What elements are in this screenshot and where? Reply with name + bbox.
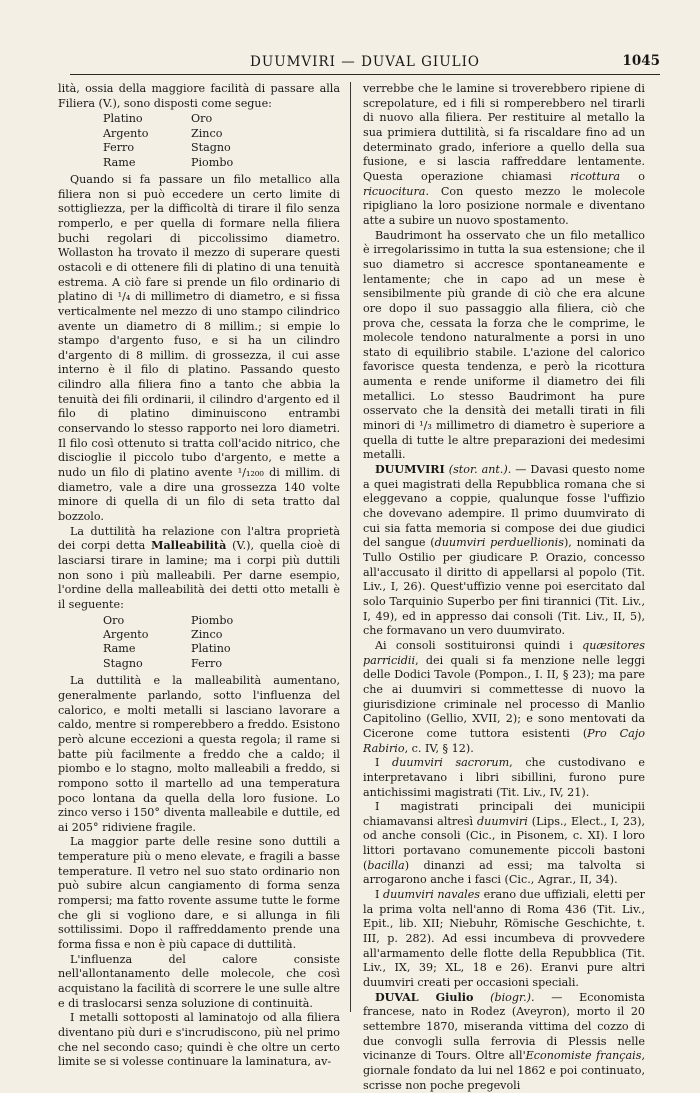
table-cell: Rame bbox=[103, 155, 136, 169]
italic-term: duumviri sacrorum bbox=[392, 756, 510, 770]
entry-headword: DUVAL Giulio bbox=[375, 990, 474, 1004]
table-cell: Zinco bbox=[191, 126, 223, 140]
text-run: La duttilità ha relazione con l'altra proprietà dei corpi detta bbox=[58, 524, 340, 553]
table-cell: Argento bbox=[103, 126, 149, 140]
text-run: , che custodivano e interpretavano i libri sibillini, furono pure antichissimi magistrati (Tit. Liv., IV, 21). bbox=[363, 756, 645, 799]
page-number: 1045 bbox=[622, 53, 660, 69]
table-cell: Oro bbox=[103, 613, 125, 627]
ductility-table bbox=[58, 112, 340, 170]
text-run: I bbox=[375, 756, 393, 770]
paragraph: lità, ossia della maggiore facilità di passare alla Filiera (V.), sono disposti come segue: bbox=[58, 82, 340, 110]
entry-tag: (biogr.). bbox=[473, 990, 535, 1004]
paragraph bbox=[363, 82, 645, 229]
right-column bbox=[363, 82, 645, 1093]
column-divider bbox=[350, 82, 351, 1012]
cross-reference: Malleabilità bbox=[151, 539, 227, 553]
paragraph: L'influenza del calore consiste nell'allontanamento delle molecole, che così acquistano la facilità di scorrere le une sulle altre e di traslocarsi senza soluzione di continuità. bbox=[58, 952, 340, 1010]
text-run: , dei quali si fa menzione nelle leggi delle Dodici Tavole (Pompon., I. II, § 23); ma pare che ai duumviri si commettesse di nuovo la giurisdizione criminale nel processo di Manlio Capitolino (Gellio, XVII, 2); e sono mentovati da Cicerone come tuttora esistenti ( bbox=[363, 653, 645, 740]
text-run: ), nominati da Tullo Ostilio per giudicare P. Orazio, concesso all'accusato il diritto di appellarsi al popolo (Tit. Liv., I, 26). Quest'uffizio venne poi esercitato dal solo Tarquinio Superbo per fini tirannici (Tit. Liv., I, 49), ed in appresso dai consoli (Tit. Liv., II, 5), che formavano un vero duumvirato. bbox=[363, 536, 645, 638]
text-run: , c. IV, § 12). bbox=[404, 741, 474, 755]
table-cell: Piombo bbox=[191, 155, 234, 169]
italic-term: bacilla bbox=[367, 858, 405, 872]
paragraph: La duttilità e la malleabilità aumentano, generalmente parlando, sotto l'influenza del calorico, e molti metalli si lasciano lavorare a caldo, mentre si romperebbero a freddo. Esistono però alcune eccezioni a questa regola; il rame si batte più facilmente a freddo che a caldo; il piombo e lo stagno, molto malleabili a freddo, si rompono sotto il martello ad una temperatura poco lontana da quella della loro fusione. Lo zinco verso i 150° diventa malleabile e duttile, ed ai 205° ridiviene fragile. bbox=[58, 674, 340, 834]
table-cell: Ferro bbox=[103, 141, 135, 155]
entry-duval-giulio bbox=[363, 991, 645, 1093]
paragraph bbox=[363, 756, 645, 800]
text-run: (Lips., Elect., I, 23), od anche consoli (Cic., in Pisonem, c. XI). I loro littori portavano comunemente piccoli bastoni ( bbox=[363, 814, 646, 872]
paragraph bbox=[58, 525, 340, 613]
malleability-table bbox=[58, 614, 340, 672]
paragraph bbox=[363, 639, 645, 756]
text-run: I magistrati principali dei municipii chiamavansi altresì bbox=[363, 800, 645, 828]
text-run: (V.), quella cioè di lasciarsi tirare in lamine; ma i corpi più duttili non sono i più malleabili. Per darne esempio, l'ordine della malleabilità dei detti otto metalli è il seguente: bbox=[58, 539, 340, 611]
text-run: — Davasi questo nome a quei magistrati della Repubblica romana che si eleggevano a coppie, qualunque fosse l'uffizio che dovevano adempire. Il primo duumvirato di cui sia fatta memoria si compose dei due giudici del sangue ( bbox=[363, 463, 646, 550]
table-cell: Stagno bbox=[103, 656, 143, 670]
text-run: , giornale fondato da lui nel 1862 e poi continuato, scrisse non poche pregevoli bbox=[363, 1049, 645, 1092]
text-run: — Economista francese, nato in Rodez (Aveyron), morto il 20 settembre 1870, miseranda vittima del cozzo di due convogli sulla ferrovia di Plessis nelle vicinanze di Tours. Oltre all' bbox=[363, 990, 645, 1063]
text-run: erano due uffiziali, eletti per la prima volta nell'anno di Roma 436 (Tit. Liv., Epit., lib. XII; Niebuhr, Römische Geschichte, t. III, p. 282). Ad essi incumbeva di provvedere all'armamento delle flotte della Repubblica (Tit. Liv., IX, 39; XL, 18 e 26). Eranvi pure altri duumviri creati per occasioni speciali. bbox=[363, 888, 645, 990]
entry-headword: DUUMVIRI bbox=[375, 463, 445, 477]
running-title: DUUMVIRI — DUVAL GIULIO bbox=[250, 54, 480, 70]
paragraph: I metalli sottoposti al laminatojo od alla filiera diventano più duri e s'incrudiscono, più nel primo che nel secondo caso; quindi è che oltre un certo limite se si volesse continuare la laminatura, av- bbox=[58, 1011, 340, 1069]
italic-term: duumviri perduellionis bbox=[434, 536, 564, 550]
text-run: Ai consoli sostituironsi quindi i bbox=[375, 638, 583, 652]
text-run: o bbox=[620, 169, 646, 183]
table-cell: Stagno bbox=[191, 141, 231, 155]
table-cell: Ferro bbox=[191, 656, 223, 670]
table-cell: Rame bbox=[103, 642, 136, 656]
table-cell: Platino bbox=[103, 112, 143, 126]
table-cell: Platino bbox=[191, 642, 231, 656]
text-run: I bbox=[375, 888, 383, 902]
paragraph bbox=[363, 888, 645, 991]
paragraph: Baudrimont ha osservato che un filo metallico è irregolarissimo in tutta la sua estensione; che il suo diametro si accresce spontaneamente e lentamente; che in capo ad un mese è sensibilmente più grande di ciò che era alcune ore dopo il suo passaggio alla filiera, ciò che prova che, cessata la forza che le comprime, le molecole tendono naturalmente a porsi in uno stato di equilibrio stabile. L'azione del calorico favorisce questa tendenza, e però la ricottura aumenta e rende uniforme il diametro dei fili metallici. Lo stesso Baudrimont ha pure osservato che la densità dei metalli tirati in fili minori di ¹/₃ millimetro di diametro è superiore a quella di tutte le altre preparazioni dei medesimi metalli. bbox=[363, 228, 645, 462]
italic-term: ricuocitura bbox=[363, 184, 426, 198]
left-column bbox=[58, 82, 340, 1070]
italic-term: quæsitores parricidii bbox=[363, 638, 645, 667]
italic-term: duumviri navales bbox=[383, 888, 481, 902]
page-header bbox=[70, 52, 660, 75]
entry-tag: (stor. ant.). bbox=[444, 463, 512, 477]
table-cell: Zinco bbox=[191, 628, 223, 642]
italic-term: Pro Cajo Rabirio bbox=[363, 726, 645, 755]
text-run: . Con questo mezzo le molecole ripigliano la loro posizione normale e diventano atte a subire un nuovo spostamento. bbox=[363, 184, 645, 227]
paragraph: Quando si fa passare un filo metallico alla filiera non si può eccedere un certo limite di sottigliezza, per la difficoltà di tirare il filo senza romperlo, e per quella di formare nella filiera buchi regolari di piccolissimo diametro. Wollaston ha trovato il mezzo di superare questi ostacoli e di ottenere fili di platino di una tenuità estrema. A ciò fare si prende un filo ordinario di platino di ¹/₄ di millimetro di diametro, e si fissa verticalmente nel mezzo di uno stampo cilindrico avente un diametro di 8 millim.; si empie lo stampo d'argento fuso, e si ha un cilindro d'argento di 8 millim. di grossezza, il cui asse interno è il filo di platino. Passando questo cilindro alla filiera fino a tanto che abbia la tenuità dei fili ordinarii, il cilindro d'argento ed il filo di platino diminuiscono entrambi conservando lo stesso rapporto nei loro diametri. Il filo così ottenuto si tratta coll'acido nitrico, che discioglie il piccolo tubo d'argento, e mette a nudo un filo di platino avente ¹/₁₂₀₀ di millim. di diametro, vale a dire una grossezza 140 volte minore di quella di un filo di seta tratto dal bozzolo. bbox=[58, 172, 340, 524]
paragraph: La maggior parte delle resine sono duttili a temperature più o meno elevate, e fragili a basse temperature. Il vetro nel suo stato ordinario non può subire alcun cangiamento di forma senza rompersi; ma fatto rovente assume tutte le forme che gli si vogliono dare, e si allunga in fili sottilissimi. Dopo il raffreddamento prende una forma fissa e non è più capace di duttilità. bbox=[58, 835, 340, 952]
italic-term: duumviri bbox=[477, 814, 528, 828]
italic-term: Economiste français bbox=[525, 1049, 642, 1063]
paragraph bbox=[363, 800, 645, 888]
text-run: verrebbe che le lamine si troverebbero ripiene di screpolature, ed i fili si romperebbero nel tirarli di nuovo alla filiera. Per restituire al metallo la sua primiera duttilità, si fa riscaldare fino ad un determinato grado, inferiore a quello della sua fusione, e si lascia raffreddare lentamente. Questa operazione chiamasi bbox=[363, 82, 645, 183]
text-run: ) dinanzi ad essi; ma talvolta si arrogarono anche i fasci (Cic., Agrar., II, 34). bbox=[363, 858, 645, 887]
table-cell: Piombo bbox=[191, 613, 234, 627]
table-cell: Argento bbox=[103, 628, 149, 642]
italic-term: ricottura bbox=[570, 169, 620, 183]
entry-duumviri bbox=[363, 463, 645, 639]
table-cell: Oro bbox=[191, 112, 213, 126]
